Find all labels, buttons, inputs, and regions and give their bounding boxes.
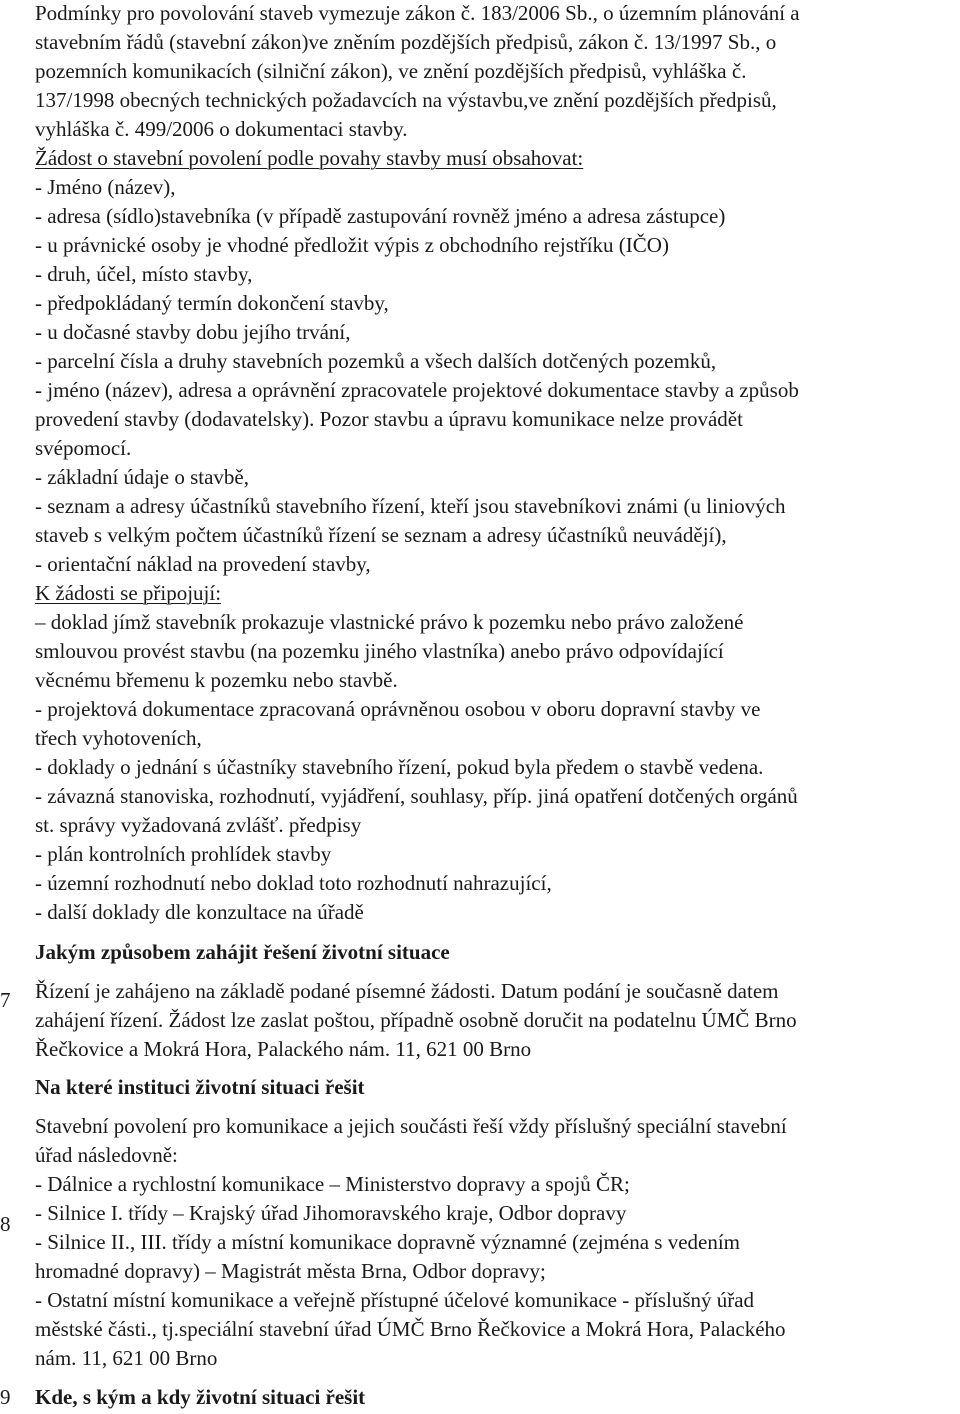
text-line: pozemních komunikacích (silniční zákon), ve znění pozdějších předpisů, vyhláška č.: [35, 59, 747, 83]
text-line: Řečkovice a Mokrá Hora, Palackého nám. 11, 621 00 Brno: [35, 1037, 532, 1061]
list-item: - předpokládaný termín dokončení stavby,: [35, 291, 389, 315]
list-item: - územní rozhodnutí nebo doklad toto rozhodnutí nahrazující,: [35, 871, 552, 895]
text-line: 137/1998 obecných technických požadavcích na výstavbu,ve znění pozdějších předpisů,: [35, 88, 777, 112]
list-item: - adresa (sídlo)stavebníka (v případě zastupování rovněž jméno a adresa zástupce): [35, 204, 726, 228]
list-item: - parcelní čísla a druhy stavebních pozemků a všech dalších dotčených pozemků,: [35, 349, 717, 373]
text-line: staveb s velkým počtem účastníků řízení se seznam a adresy účastníků neuvádějí),: [35, 523, 727, 547]
text-line: zahájení řízení. Žádost lze zaslat poštou, případně osobně doručit na podatelnu ÚMČ Brno: [35, 1008, 797, 1032]
text-line: svépomocí.: [35, 436, 132, 460]
text-line: st. správy vyžadovaná zvlášť. předpisy: [35, 813, 362, 837]
list-item: - seznam a adresy účastníků stavebního řízení, kteří jsou stavebníkovi známi (u liniových: [35, 494, 786, 518]
text-line: stavebním řádů (stavební zákon)ve zněním pozdějších předpisů, zákon č. 13/1997 Sb., o: [35, 30, 777, 54]
list-item: - druh, účel, místo stavby,: [35, 262, 253, 286]
section-heading: Jakým způsobem zahájit řešení životní situace: [35, 940, 450, 964]
text-line: nám. 11, 621 00 Brno: [35, 1346, 218, 1370]
text-line: smlouvou provést stavbu (na pozemku jiného vlastníka) anebo právo odpovídající: [35, 639, 724, 663]
list-item: - Ostatní místní komunikace a veřejně přístupné účelové komunikace - příslušný úřad: [35, 1288, 755, 1312]
attachments-heading: K žádosti se připojují:: [35, 581, 222, 605]
text-line: úřad následovně:: [35, 1143, 178, 1167]
text-line: provedení stavby (dodavatelsky). Pozor stavbu a úpravu komunikace nelze provádět: [35, 407, 743, 431]
list-item: - plán kontrolních prohlídek stavby: [35, 842, 332, 866]
text-line: třech vyhotoveních,: [35, 726, 202, 750]
text-line: městské části., tj.speciální stavební úřad ÚMČ Brno Řečkovice a Mokrá Hora, Palackého: [35, 1317, 786, 1341]
section-number: 8: [0, 1212, 11, 1236]
text-line: Stavební povolení pro komunikace a jejich součásti řeší vždy příslušný speciální stavební: [35, 1114, 787, 1138]
list-item: - u právnické osoby je vhodné předložit výpis z obchodního rejstříku (IČO): [35, 233, 669, 257]
list-item: - základní údaje o stavbě,: [35, 465, 249, 489]
list-item: - projektová dokumentace zpracovaná oprávněnou osobou v oboru dopravní stavby ve: [35, 697, 761, 721]
list-item: – doklad jímž stavebník prokazuje vlastnické právo k pozemku nebo právo založené: [35, 610, 744, 634]
list-item: - Silnice I. třídy – Krajský úřad Jihomoravského kraje, Odbor dopravy: [35, 1201, 627, 1225]
list-item: - Jméno (název),: [35, 175, 176, 199]
text-line: věcnému břemenu k pozemku nebo stavbě.: [35, 668, 398, 692]
section-number: 7: [0, 988, 11, 1012]
text-line: Řízení je zahájeno na základě podané písemné žádosti. Datum podání je současně datem: [35, 979, 779, 1003]
text-line: vyhláška č. 499/2006 o dokumentaci stavby.: [35, 117, 408, 141]
section-heading: Kde, s kým a kdy životní situaci řešit: [35, 1385, 366, 1409]
list-item: - jméno (název), adresa a oprávnění zpracovatele projektové dokumentace stavby a způsob: [35, 378, 799, 402]
list-item: - orientační náklad na provedení stavby,: [35, 552, 371, 576]
list-item: - doklady o jednání s účastníky stavebního řízení, pokud byla předem o stavbě vedena.: [35, 755, 764, 779]
list-item: - u dočasné stavby dobu jejího trvání,: [35, 320, 351, 344]
list-item: - závazná stanoviska, rozhodnutí, vyjádření, souhlasy, příp. jiná opatření dotčených orgánů: [35, 784, 798, 808]
list-item: - další doklady dle konzultace na úřadě: [35, 900, 364, 924]
text-line: Podmínky pro povolování staveb vymezuje zákon č. 183/2006 Sb., o územním plánování a: [35, 1, 800, 25]
text-line: hromadné dopravy) – Magistrát města Brna, Odbor dopravy;: [35, 1259, 546, 1283]
section-heading: Na které instituci životní situaci řešit: [35, 1075, 365, 1099]
requirements-heading: Žádost o stavební povolení podle povahy stavby musí obsahovat:: [35, 146, 584, 170]
list-item: - Silnice II., III. třídy a místní komunikace dopravně významné (zejména s vedením: [35, 1230, 741, 1254]
section-number: 9: [0, 1385, 11, 1409]
list-item: - Dálnice a rychlostní komunikace – Ministerstvo dopravy a spojů ČR;: [35, 1172, 630, 1196]
